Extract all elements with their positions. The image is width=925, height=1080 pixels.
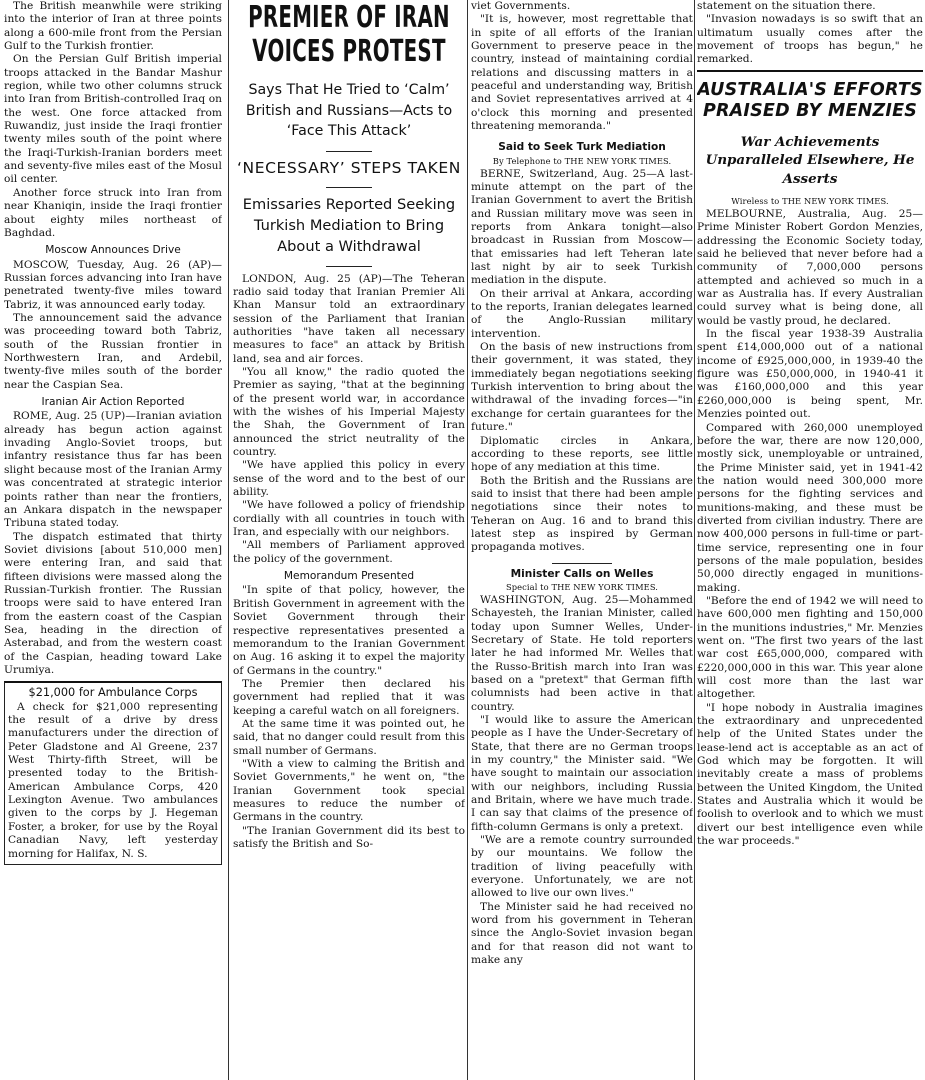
article-paragraph: "I hope nobody in Australia imagines the extraordinary and unprecedented help of the United States under the lease-lend act is acceptable as an act of God which may be forgotten. It will inevitably create a mass of problems between the United Kingdom, the United States and Australia which it would be foolish to overlook and to which we must divert our best intelligence even while the war proceeds." [697, 701, 923, 848]
article-paragraph: "With a view to calming the British and Soviet Governments," he went on, "the Iranian Government took special measures to reduce the number of Germans in the country. [233, 757, 465, 824]
column-rule [467, 0, 468, 1080]
article-paragraph: "We are a remote country surrounded by our mountains. We follow the tradition of living peacefully with everyone. Unfortunately, we are not allowed to live our own lives." [471, 834, 693, 900]
australia-headline: AUSTRALIA'S EFFORTS PRAISED BY MENZIES [697, 79, 923, 122]
article-paragraph: The British meanwhile were striking into the interior of Iran at three points along a 600-mile front from the Persian Gulf to the Turkish frontier. [4, 0, 222, 53]
article-paragraph: The Premier then declared his government had replied that it was keeping a careful watch on all foreigners. [233, 677, 465, 717]
deck-rule [326, 187, 372, 188]
deck-2: ‘NECESSARY’ STEPS TAKEN [236, 158, 462, 177]
article-paragraph: Diplomatic circles in Ankara, according to these reports, see little hope of any mediation at this time. [471, 434, 693, 474]
wire-credit: Wireless to THE NEW YORK TIMES. [731, 196, 889, 207]
deck-rule [326, 266, 372, 267]
article-paragraph: "Invasion nowadays is so swift that an ultimatum usually comes after the movement of troops has begun," he remarked. [697, 13, 923, 66]
article-paragraph: The announcement said the advance was proceeding toward both Tabriz, south of the Russian frontier in Northwestern Iran, and Ardebil, twenty-five miles south of the border near the Caspian Sea. [4, 311, 222, 391]
article-paragraph: statement on the situation there. [697, 0, 876, 12]
article-paragraph: WASHINGTON, Aug. 25—Mohammed Schayesteh, the Iranian Minister, called today upon Sumner Welles, Under-Secretary of State. He told reporters later he had informed Mr. Welles that the Russo-British march into Iran was based on a "pretext" that German fifth columnists had been active in that country. [471, 593, 693, 713]
article-paragraph: LONDON, Aug. 25 (AP)—The Teheran radio said today that Iranian Premier Ali Khan Mansur told an extraordinary session of the Parliament that Iranian authorities "have taken all necessary measures to face" an attack by British land, sea and air forces. [233, 272, 465, 365]
deck-rule [326, 151, 372, 152]
column-2 [233, 0, 465, 1080]
column-rule [694, 0, 695, 1080]
article-paragraph: The Minister said he had received no word from his government in Teheran since the Anglo-Soviet invasion began and for that reason did not want to make any [471, 900, 693, 967]
article-paragraph: "It is, however, most regrettable that in spite of all efforts of the Iranian Government to preserve peace in the country, instead of maintaining cordial relations and discussing matters in a peaceful and understanding way, British and Soviet representatives arrived at 4 o'clock this morning and presented threatening memoranda." [471, 13, 693, 133]
article-paragraph: "We have applied this policy in every sense of the word and to the best of our ability. [233, 459, 465, 498]
article-paragraph: On the basis of new instructions from their government, it was stated, they immediately began negotiations seeking Turkish intervention to bring about the withdrawal of the invading forces—"in exchange for certain guarantees for the future." [471, 341, 693, 434]
section-rule [697, 70, 923, 72]
wire-credit: By Telephone to THE NEW YORK TIMES. [492, 155, 672, 166]
article-paragraph: "You all know," the radio quoted the Premier as saying, "that at the beginning of the present world war, in accordance with the wishes of his Imperial Majesty the Shah, the Government of Iran announced the strict neutrality of the country. [233, 365, 465, 458]
article-paragraph: BERNE, Switzerland, Aug. 25—A last-minute attempt on the part of the Iranian Government to avert the British and Russian military move was seen in reports from Ankara tonight—also broadcast in Russian from Moscow—that emissaries had left Teheran late last night by air to seek Turkish mediation in the dispute. [471, 167, 693, 287]
subheading-welles: Minister Calls on Welles [510, 567, 654, 580]
article-paragraph: Another force struck into Iran from near Khaniqin, inside the Iraqi frontier about eighty miles northeast of Baghdad. [4, 186, 222, 239]
article-paragraph: MELBOURNE, Australia, Aug. 25—Prime Minister Robert Gordon Menzies, addressing the Economic Society today, said he believed that never before had a community of 7,000,000 persons attempted and achieved so much in a war as Australia has. If every Australian could survey what is being done, all would be vastly proud, he declared. [697, 208, 923, 327]
wire-credit: Special to THE NEW YORK TIMES. [505, 582, 659, 593]
subheading-moscow: Moscow Announces Drive [45, 244, 181, 257]
ambulance-corps-box [4, 681, 222, 865]
deck-1: Says That He Tried to ‘Calm’ British and Russians—Acts to ‘Face This Attack’ [245, 82, 453, 139]
box-title: $21,000 for Ambulance Corps [28, 686, 198, 700]
article-paragraph: The dispatch estimated that thirty Soviet divisions [about 510,000 men] were entering Iran, and said that fifteen divisions were massed along the Russian-Turkish frontier. The Russian troops were said to have entered Iran from the eastern coast of the Caspian Sea, heading in the direction of Asterabad, and from the western coast of the Caspian, heading toward Lake Urumiya. [4, 530, 222, 676]
article-paragraph: At the same time it was pointed out, he said, that no danger could result from this small number of Germans. [233, 717, 465, 757]
headline-line-1: PREMIER OF IRAN [248, 0, 450, 35]
article-paragraph: "I would like to assure the American people as I have the Under-Secretary of State, that there are no German troops in my country," the Minister said. "We have sought to maintain our association with our neighbors, including Russia and Britain, where we have much trade. I can say that claims of the presence of fifth-column Germans is only a pretext. [471, 713, 693, 833]
column-4 [697, 0, 923, 1080]
article-paragraph: On the Persian Gulf British imperial troops attacked in the Bandar Mashur region, while two other columns struck into Iran from British-controlled Iraq on the west. One force attacked from Ruwandiz, just inside the Iraqi frontier twenty miles south of the point where the Iraqi-Turkish-Iranian borders meet and seventy-five miles east of the Mosul oil center. [4, 53, 222, 186]
box-paragraph: A check for $21,000 representing the result of a drive by dress manufacturers under the direction of Peter Gladstone and Al Greene, 237 West Thirty-fifth Street, will be presented today to the British-American Ambulance Corps, 420 Lexington Avenue. Two ambulances given to the corps by J. Hegeman Foster, a broker, for use by the Royal Canadian Navy, left yesterday morning for Halifax, N. S. [8, 700, 218, 860]
article-paragraph: On their arrival at Ankara, according to the reports, Iranian delegates learned of the Anglo-Russian military intervention. [471, 287, 693, 340]
headline-line-2: VOICES PROTEST [252, 34, 446, 69]
column-3 [471, 0, 693, 1080]
article-paragraph: In the fiscal year 1938-39 Australia spent £14,000,000 out of a national income of £925,000,000, in 1939-40 the figure was £50,000,000, in 1940-41 it was £160,000,000 and this year £260,000,000 is being spent, Mr. Menzies pointed out. [697, 328, 923, 421]
article-paragraph: Compared with 260,000 unemployed before the war, there are now 120,000, mostly sick, unemployable or untrained, the Prime Minister said, yet in 1941-42 the nation would need 300,000 more persons for the fighting services and munitions-making, and these must be diverted from civilian industry. There are now 400,000 persons in full-time or part-time service, representing one in four persons of the male population, besides 50,000 directly engaged in munitions-making. [697, 421, 923, 594]
article-paragraph: ROME, Aug. 25 (UP)—Iranian aviation already has begun action against invading Anglo-Soviet troops, but infantry resistance thus far has been slight because most of the Iranian Army was concentrated at strategic interior points rather than near the frontiers, an Ankara dispatch in the newspaper Tribuna stated today. [4, 410, 222, 530]
article-paragraph: "In spite of that policy, however, the British Government in agreement with the Soviet Government through their respective representatives presented a memorandum to the Iranian Government on Aug. 16 asking it to expel the majority of Germans in the country." [233, 584, 465, 677]
article-paragraph: "The Iranian Government did its best to satisfy the British and So- [233, 824, 465, 850]
article-paragraph: Both the British and the Russians are said to insist that there had been ample negotiations since their notes to Teheran on Aug. 16 and to brand this latest step as inspired by German propaganda motives. [471, 474, 693, 554]
article-paragraph: "We have followed a policy of friendship cordially with all countries in touch with Iran, and especially with our neighbors. [233, 499, 465, 539]
subheading-memorandum: Memorandum Presented [283, 570, 415, 583]
column-rule [228, 0, 229, 1080]
column-1 [4, 0, 222, 1080]
deck-3: Emissaries Reported Seeking Turkish Mediation to Bring About a Withdrawal [242, 195, 456, 255]
section-rule [552, 563, 612, 564]
subheading-turk-mediation: Said to Seek Turk Mediation [498, 141, 666, 154]
article-paragraph: "All members of Parliament approved the policy of the government. [233, 539, 465, 565]
australia-deck: War Achievements Unparalleled Elsewhere, He Asserts [705, 133, 915, 187]
article-paragraph: "Before the end of 1942 we will need to have 600,000 men fighting and 150,000 in the munitions industries," Mr. Menzies went on. "The first two years of the last war cost £65,000,000, compared with £220,000,000 in this war. This year alone will cost more than the last war altogether. [697, 594, 923, 701]
article-paragraph: viet Governments. [471, 0, 571, 12]
subheading-air-action: Iranian Air Action Reported [41, 396, 185, 409]
article-paragraph: MOSCOW, Tuesday, Aug. 26 (AP)—Russian forces advancing into Iran have penetrated twenty-five miles toward Tabriz, it was announced early today. [4, 258, 222, 311]
